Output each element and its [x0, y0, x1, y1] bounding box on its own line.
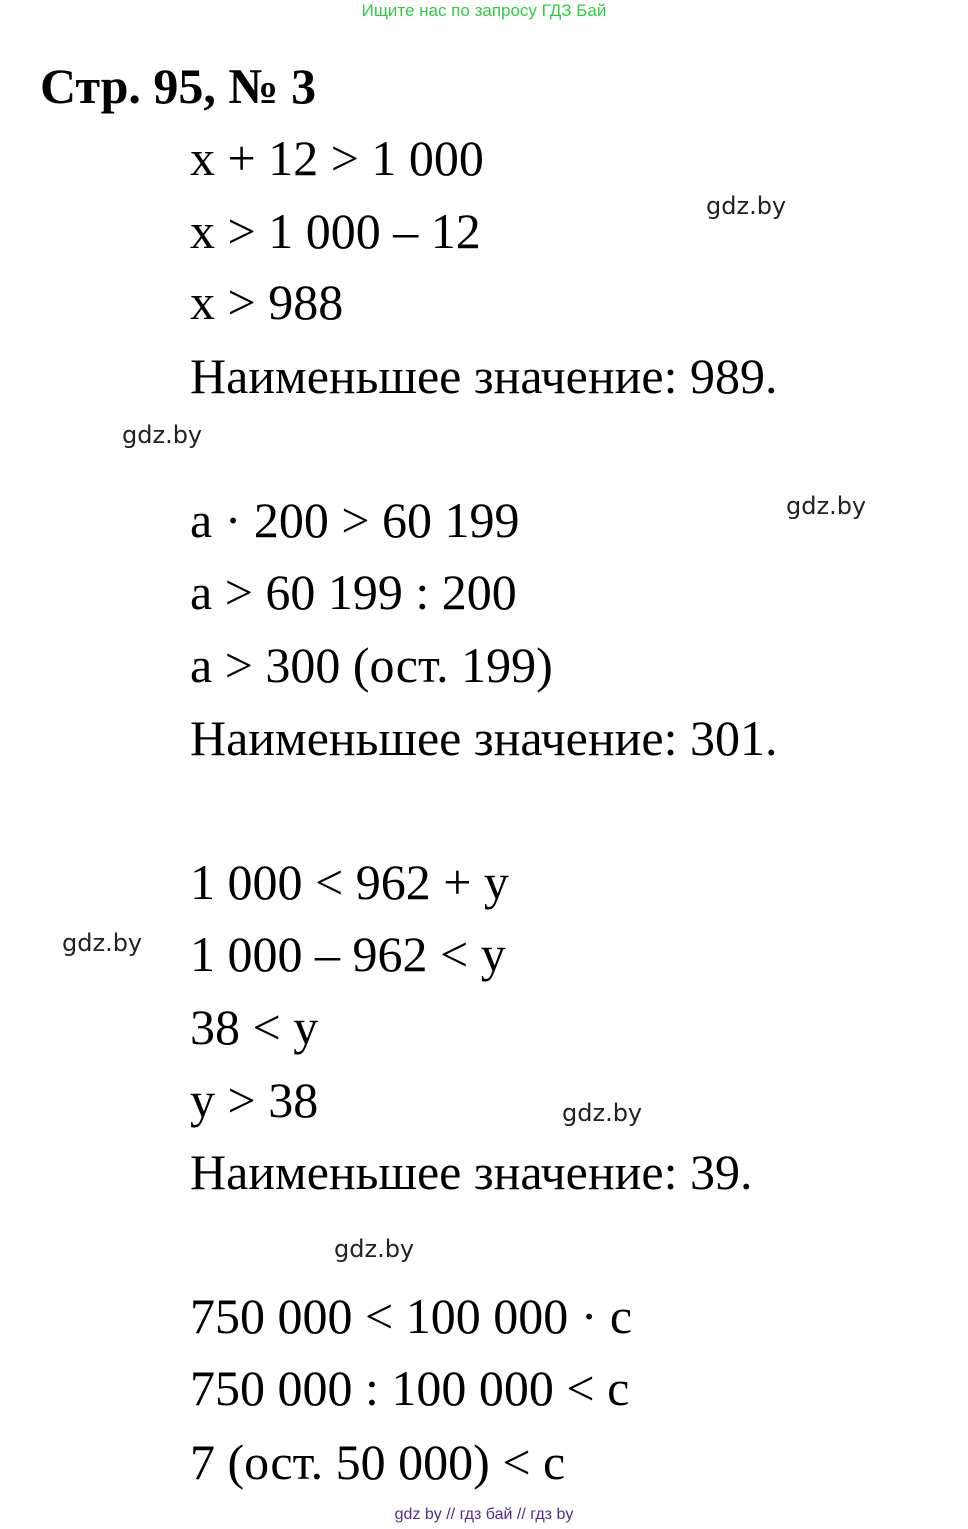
page-title: Стр. 95, № 3: [40, 58, 317, 114]
answer-line: Наименьшее значение: 301.: [190, 710, 778, 766]
equation-line: y > 38: [190, 1072, 319, 1128]
equation-line: x > 1 000 – 12: [190, 203, 481, 259]
equation-line: a > 60 199 : 200: [190, 564, 517, 620]
equation-line: 750 000 < 100 000 · c: [190, 1288, 633, 1344]
watermark: gdz.by: [786, 492, 867, 520]
answer-line: Наименьшее значение: 39.: [190, 1144, 753, 1200]
equation-line: x + 12 > 1 000: [190, 130, 484, 186]
watermark: gdz.by: [334, 1235, 415, 1263]
equation-line: 7 (ост. 50 000) < c: [190, 1434, 566, 1490]
equation-line: 1 000 < 962 + y: [190, 854, 509, 910]
answer-line: Наименьшее значение: 989.: [190, 348, 778, 404]
watermark: gdz.by: [62, 929, 143, 957]
equation-line: 38 < y: [190, 999, 319, 1055]
watermark: gdz.by: [706, 192, 787, 220]
footer-links[interactable]: gdz by // гдз бай // гдз by: [394, 1506, 574, 1523]
watermark: gdz.by: [562, 1099, 643, 1127]
watermark: gdz.by: [122, 421, 203, 449]
equation-line: a > 300 (ост. 199): [190, 637, 553, 693]
top-banner[interactable]: Ищите нас по запросу ГДЗ Бай: [361, 1, 607, 20]
equation-line: 750 000 : 100 000 < c: [190, 1360, 630, 1416]
equation-line: a · 200 > 60 199: [190, 492, 520, 548]
equation-line: 1 000 – 962 < y: [190, 926, 506, 982]
equation-line: x > 988: [190, 274, 344, 330]
